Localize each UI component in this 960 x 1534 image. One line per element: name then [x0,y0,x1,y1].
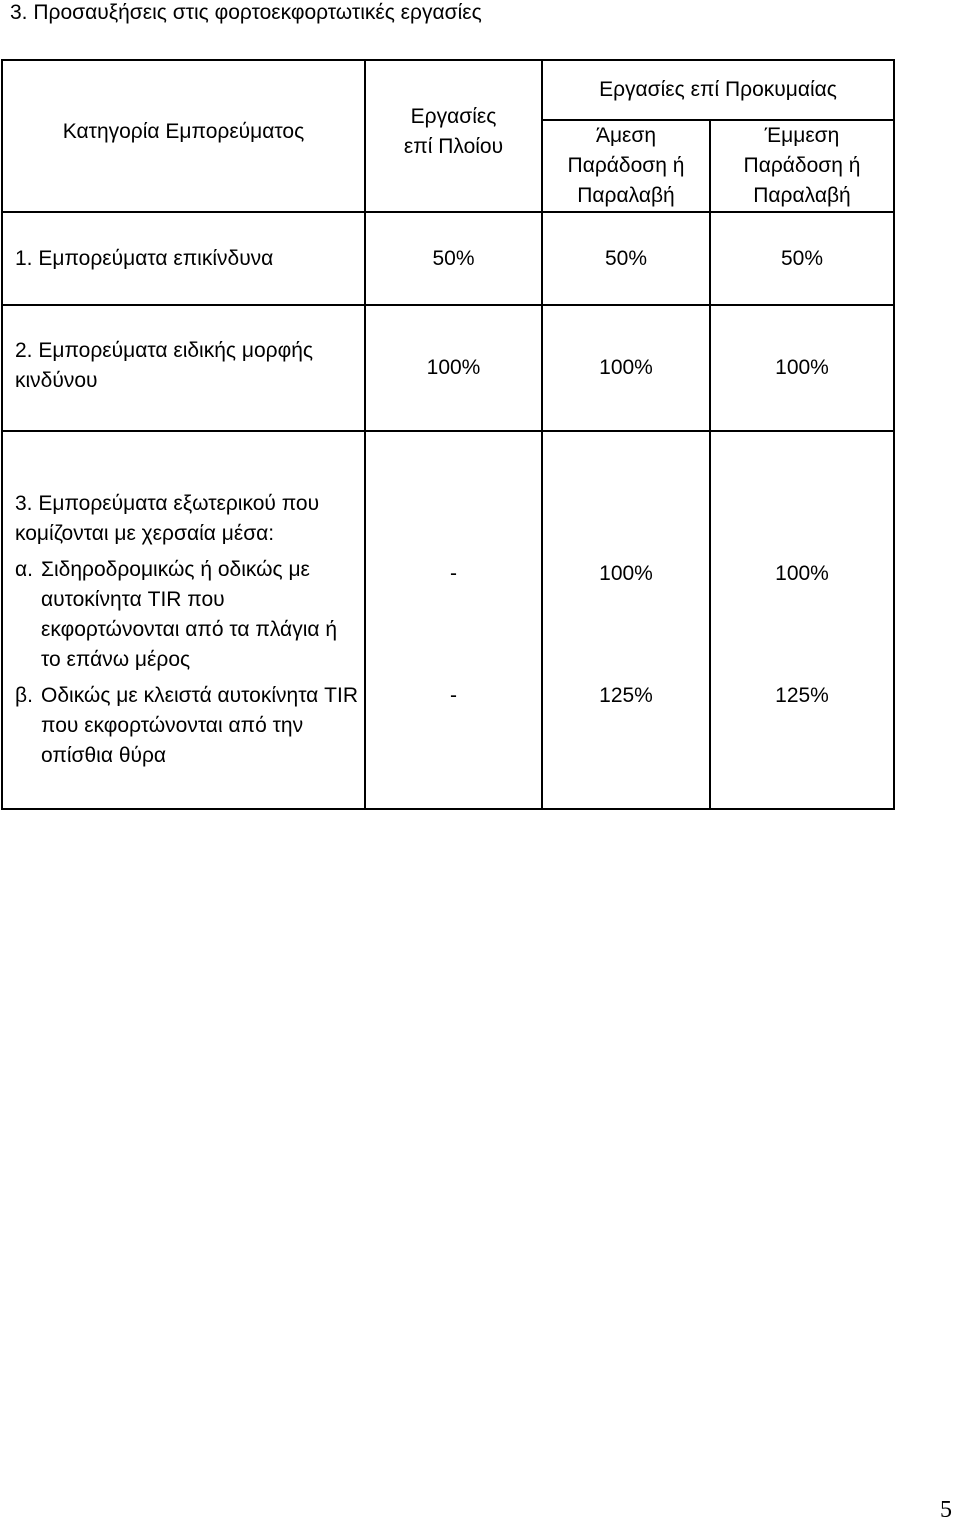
page-number: 5 [940,1497,952,1523]
cell-ship-group [365,431,542,809]
cell-indirect: 50% [710,212,894,305]
cell-direct-group [542,431,710,809]
row-category-land-transport [2,431,365,809]
header-ship-ops [365,60,542,212]
header-ship-ops-label: Εργασίες επί Πλοίου [403,105,504,158]
table-row [2,212,894,305]
cell-ship: 100% [365,305,542,431]
sub-item-text: Οδικώς με κλειστά αυτοκίνητα TIR που εκφορτώνονται από την οπίσθια θύρα [41,684,358,767]
table-row [2,431,894,809]
cell-direct: 100% [542,305,710,431]
row-category: 2. Εμπορεύματα ειδικής μορφής κινδύνου [2,305,365,431]
cell-ship: - [450,684,457,707]
sub-item-marker: α. [15,558,33,581]
header-direct [542,120,710,212]
surcharge-table [1,59,895,810]
cell-direct: 100% [599,562,653,585]
header-category-label: Κατηγορία Εμπορεύματος [62,120,305,143]
header-quay-ops [542,60,894,120]
header-quay-ops-label: Εργασίες επί Προκυμαίας [599,78,837,101]
row-category: 3. Εμπορεύματα εξωτερικού που κομίζονται με χερσαία μέσα: [15,492,320,545]
cell-ship: 50% [365,212,542,305]
cell-indirect: 125% [775,684,829,707]
header-direct-label: Άμεση Παράδοση ή Παραλαβή [567,124,685,207]
section-heading: 3. Προσαυξήσεις στις φορτοεκφορτωτικές εργασίες [10,1,482,24]
table-row [2,305,894,431]
header-indirect [710,120,894,212]
sub-item-text: Σιδηροδρομικώς ή οδικώς με αυτοκίνητα TIR που εκφορτώνονται από τα πλάγια ή το επάνω μέρος [41,558,338,671]
cell-ship: - [450,562,457,585]
row-category: 1. Εμπορεύματα επικίνδυνα [2,212,365,305]
cell-direct: 50% [542,212,710,305]
cell-indirect: 100% [710,305,894,431]
header-indirect-label: Έμμεση Παράδοση ή Παραλαβή [743,124,861,207]
cell-indirect: 100% [775,562,829,585]
sub-item-marker: β. [15,684,33,707]
sub-item-side-unload [15,555,358,675]
sub-item-rear-unload [15,681,358,771]
cell-indirect-group [710,431,894,809]
header-category [2,60,365,212]
cell-direct: 125% [599,684,653,707]
